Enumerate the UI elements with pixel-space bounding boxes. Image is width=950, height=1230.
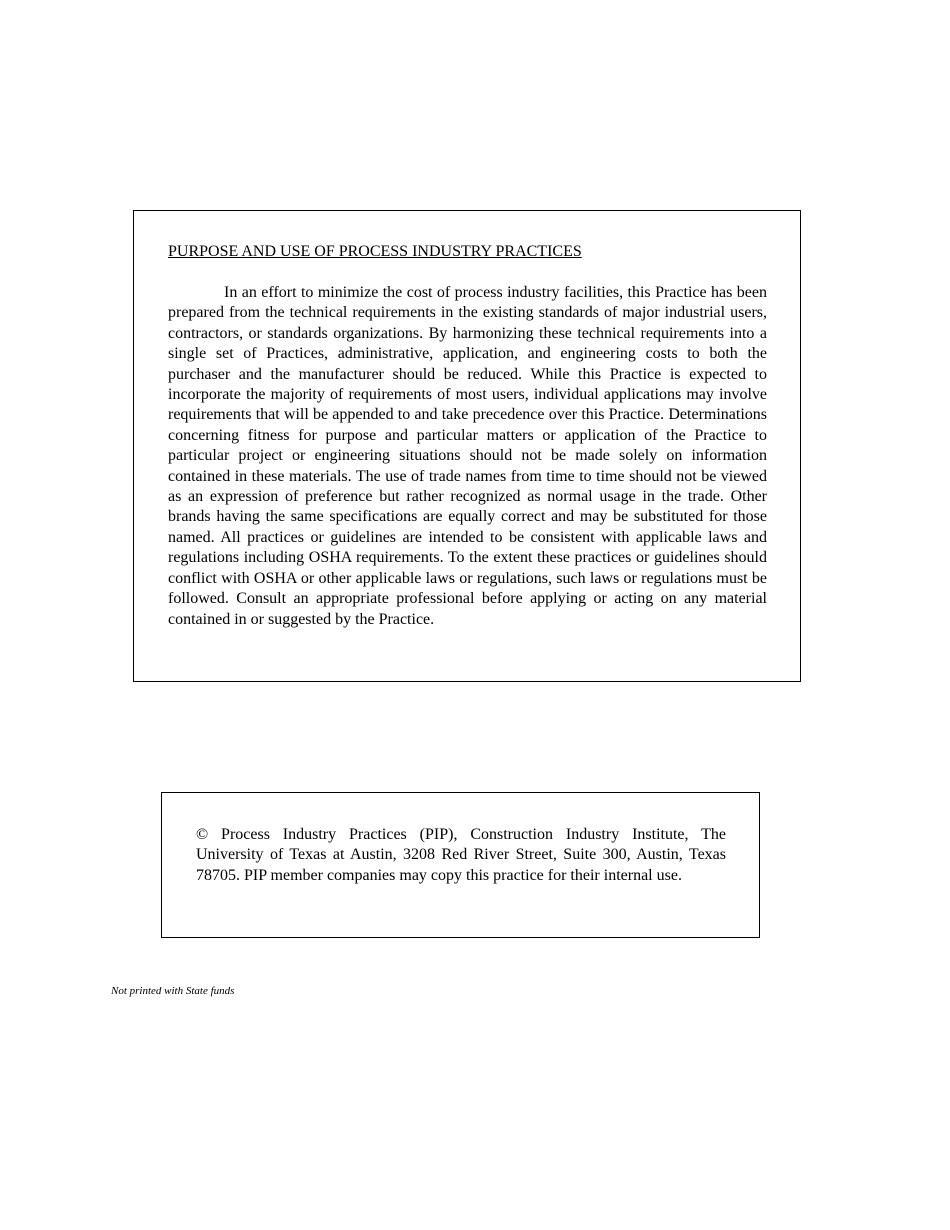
funding-note: Not printed with State funds [111, 985, 235, 997]
purpose-title: PURPOSE AND USE OF PROCESS INDUSTRY PRACTICES [168, 243, 582, 260]
purpose-section [133, 210, 801, 682]
purpose-paragraph: In an effort to minimize the cost of process industry facilities, this Practice has been prepared from the technical requirements in the existing standards of major industrial users, contractors, or standards organizations. By harmonizing these technical requirements into a single set of Practices, administrative, application, and engineering costs to both the purchaser and the manufacturer should be reduced. While this Practice is expected to incorporate the majority of requirements of most users, individual applications may involve requirements that will be appended to and take precedence over this Practice. Determinations concerning fitness for purpose and particular matters or application of the Practice to particular project or engineering situations should not be made solely on information contained in these materials. The use of trade names from time to time should not be viewed as an expression of preference but rather recognized as normal usage in the trade. Other brands having the same specifications are equally correct and may be substituted for those named. All practices or guidelines are intended to be consistent with applicable laws and regulations including OSHA requirements. To the extent these practices or guidelines should conflict with OSHA or other applicable laws or regulations, such laws or regulations must be followed. Consult an appropriate professional before applying or acting on any material contained in or suggested by the Practice. [168, 284, 767, 628]
copyright-notice: © Process Industry Practices (PIP), Construction Industry Institute, The University of Texas at Austin, 3208 Red River Street, Suite 300, Austin, Texas 78705. PIP member companies may copy this practice for their internal use. [196, 826, 726, 884]
copyright-section [161, 792, 760, 938]
